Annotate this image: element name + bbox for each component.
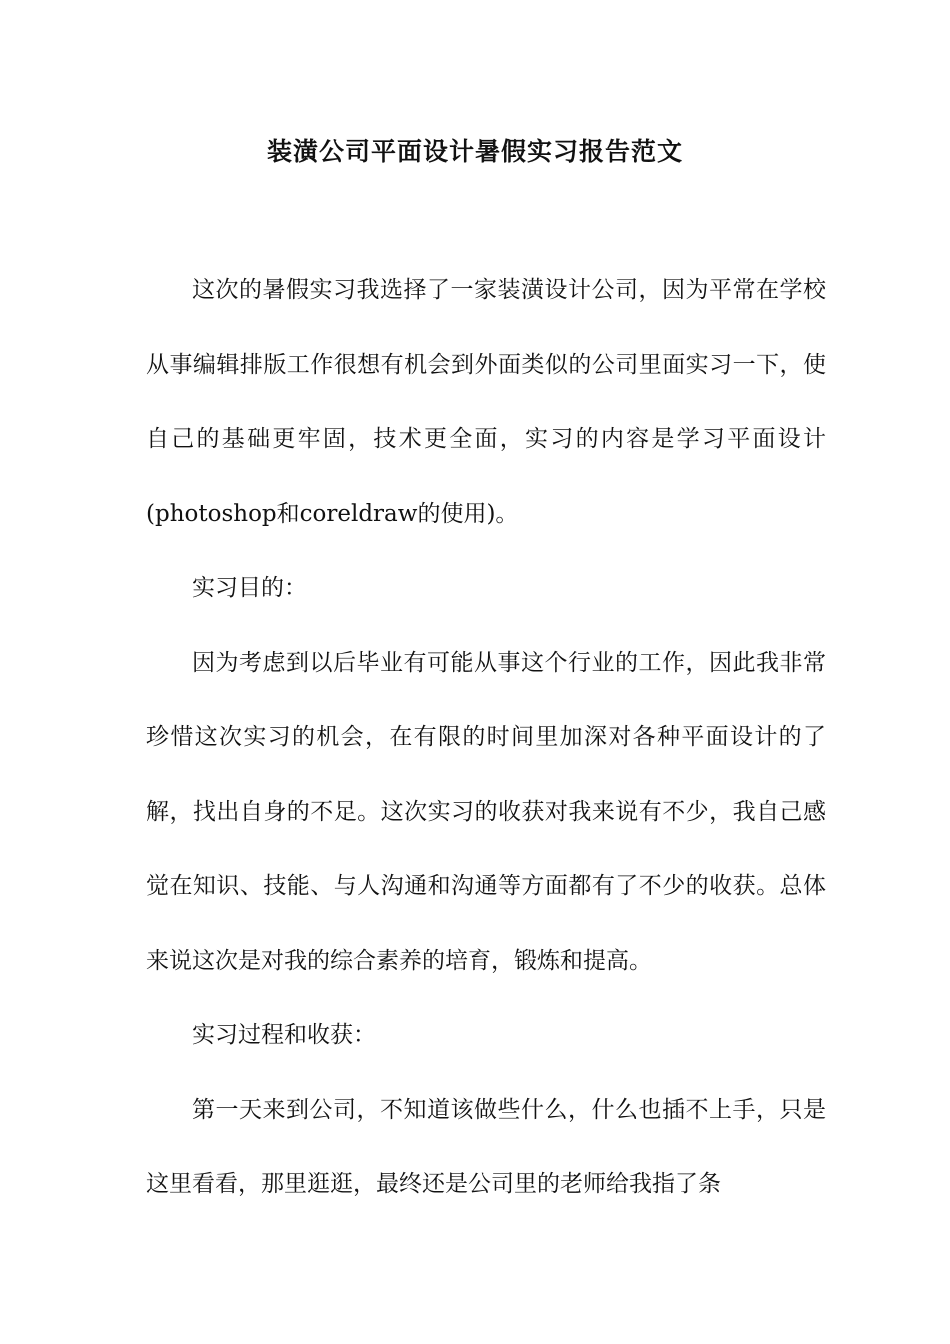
paragraph-purpose: 因为考虑到以后毕业有可能从事这个行业的工作，因此我非常珍惜这次实习的机会，在有限的时间里加深对各种平面设计的了解，找出自身的不足。这次实习的收获对我来说有不少，我自己感觉在知识、技能、与人沟通和沟通等方面都有了不少的收获。总体来说这次是对我的综合素养的培育，锻炼和提高。 [146, 649, 826, 974]
document-body [146, 253, 826, 1222]
paragraph-intro: 这次的暑假实习我选择了一家装潢设计公司，因为平常在学校从事编辑排版工作很想有机会到外面类似的公司里面实习一下，使自己的基础更牢固，技术更全面，实习的内容是学习平面设计(photoshop和coreldraw的使用)。 [146, 277, 826, 527]
section-heading-purpose: 实习目的： [192, 575, 307, 601]
section-heading-process: 实习过程和收获： [192, 1022, 376, 1048]
document-title: 装潢公司平面设计暑假实习报告范文 [266, 137, 683, 166]
paragraph-process: 第一天来到公司，不知道该做些什么，什么也插不上手，只是这里看看，那里逛逛，最终还是公司里的老师给我指了条 [146, 1096, 826, 1197]
